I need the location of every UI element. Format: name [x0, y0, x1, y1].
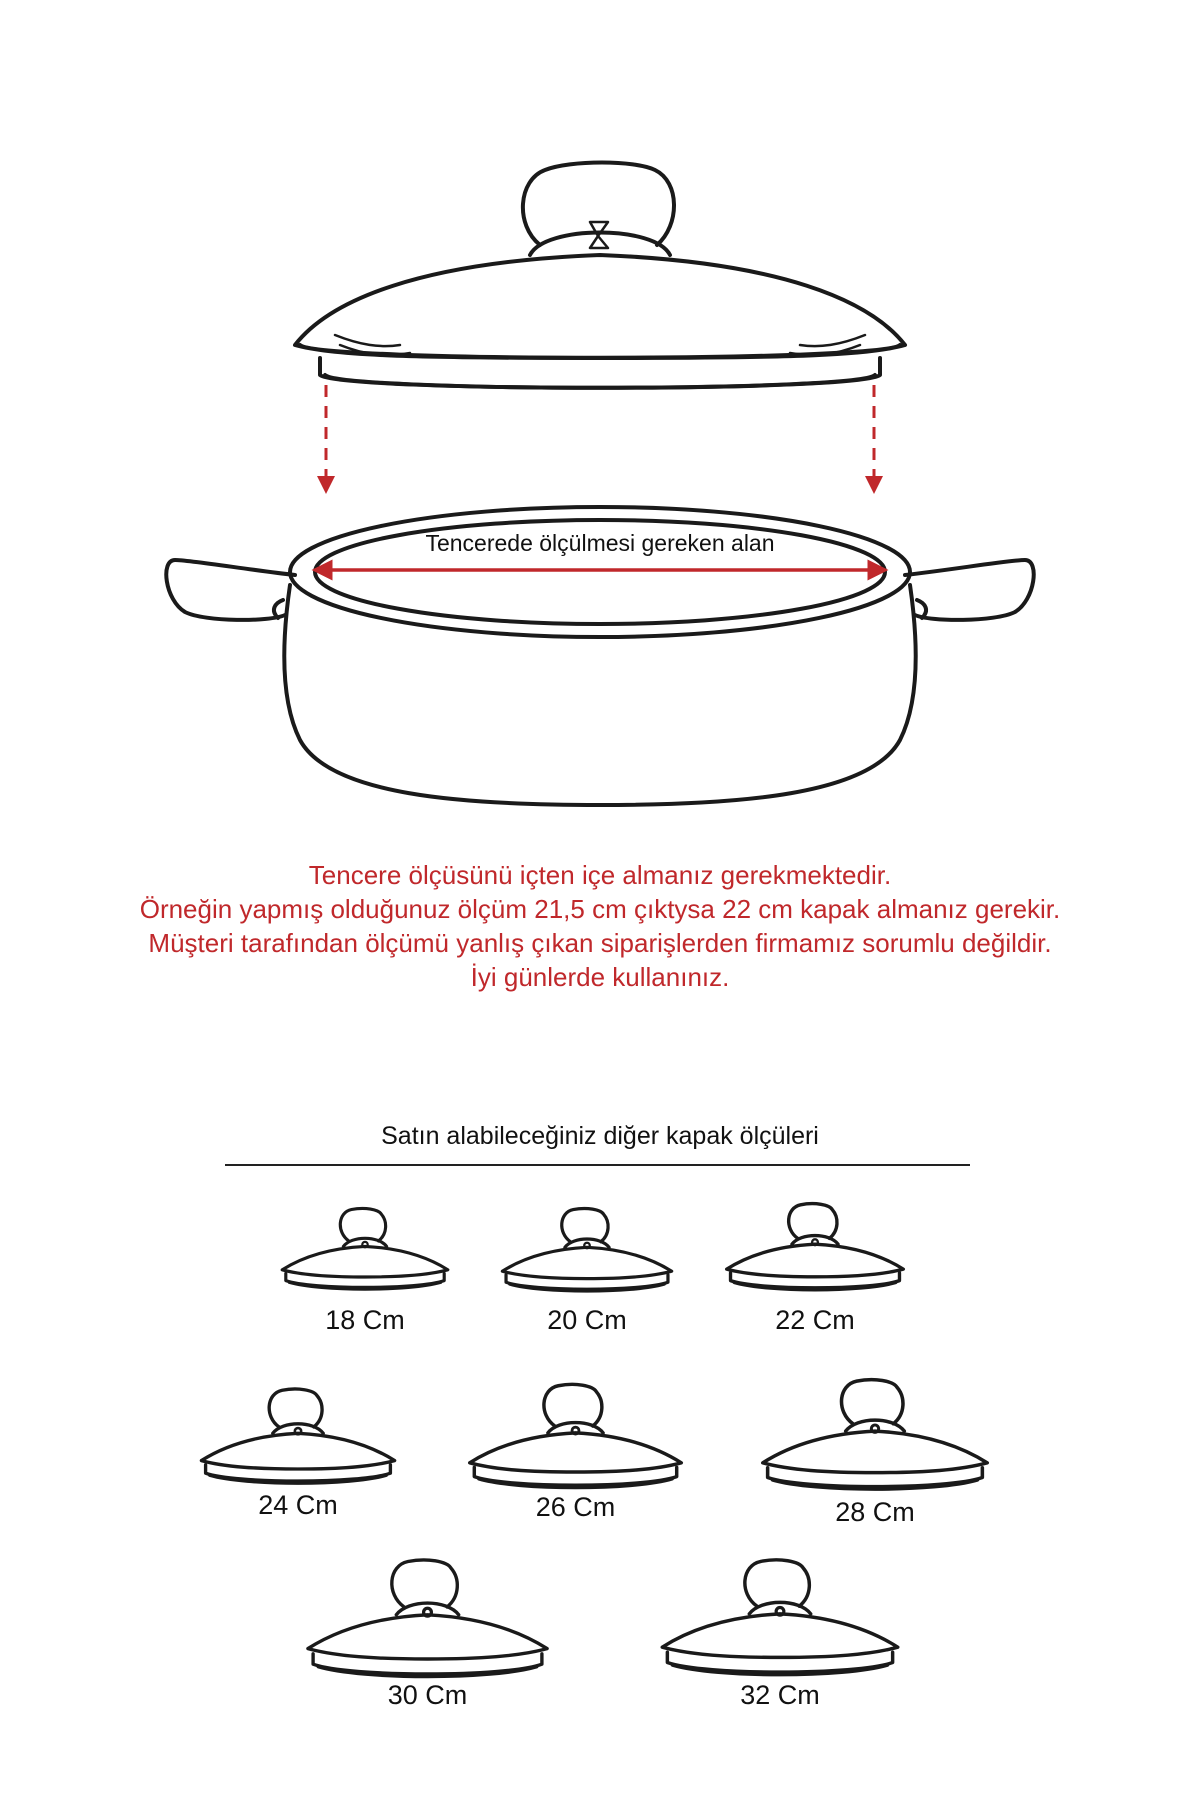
- lid-icon: [270, 1555, 585, 1685]
- lid-size-item: [443, 1380, 708, 1522]
- notes-block: [0, 858, 1200, 994]
- section-divider: [225, 1164, 970, 1166]
- lid-dome: [295, 255, 905, 358]
- lid-size-label: 26 Cm: [535, 1492, 616, 1522]
- lid-size-label: 30 Cm: [387, 1680, 468, 1710]
- measure-label: Tencerede ölçülmesi gereken alan: [425, 530, 775, 556]
- lid-size-item: [183, 1385, 413, 1520]
- lid-size-label: 22 Cm: [775, 1305, 855, 1335]
- lid-size-item: [487, 1205, 687, 1335]
- lid-size-item: [270, 1205, 460, 1335]
- pot-rim-outer: [290, 507, 910, 637]
- lid-illustration: [295, 163, 905, 388]
- main-illustration: [0, 0, 1200, 820]
- lid-size-label: 24 Cm: [258, 1490, 338, 1520]
- note-line: Tencere ölçüsünü içten içe almanız gerekmektedir.: [308, 860, 892, 890]
- lid-icon: [183, 1385, 413, 1490]
- note-line: Örneğin yapmış olduğunuz ölçüm 21,5 cm çıktysa 22 cm kapak almanız gerekir.: [139, 894, 1061, 924]
- lid-size-label: 32 Cm: [740, 1680, 820, 1710]
- lid-icon: [735, 1375, 1015, 1497]
- lid-icon: [443, 1380, 708, 1495]
- note-line: İyi günlerde kullanınız.: [470, 962, 730, 992]
- lid-icon: [630, 1555, 930, 1683]
- lid-icon: [710, 1200, 920, 1296]
- lid-size-item: [270, 1555, 585, 1710]
- lid-size-item: [735, 1375, 1015, 1527]
- note-line: Müşteri tarafından ölçümü yanlış çıkan siparişlerden firmamız sorumlu değildir.: [148, 928, 1052, 958]
- sizes-section-title: Satın alabileceğiniz diğer kapak ölçüleri: [381, 1122, 819, 1150]
- lid-size-item: [710, 1200, 920, 1335]
- lid-size-label: 18 Cm: [325, 1305, 405, 1335]
- lid-size-label: 20 Cm: [547, 1305, 627, 1335]
- lid-icon: [270, 1205, 460, 1295]
- lid-size-item: [630, 1555, 930, 1710]
- lid-knob: [530, 233, 670, 256]
- lid-size-label: 28 Cm: [835, 1497, 915, 1527]
- lid-icon: [487, 1205, 687, 1297]
